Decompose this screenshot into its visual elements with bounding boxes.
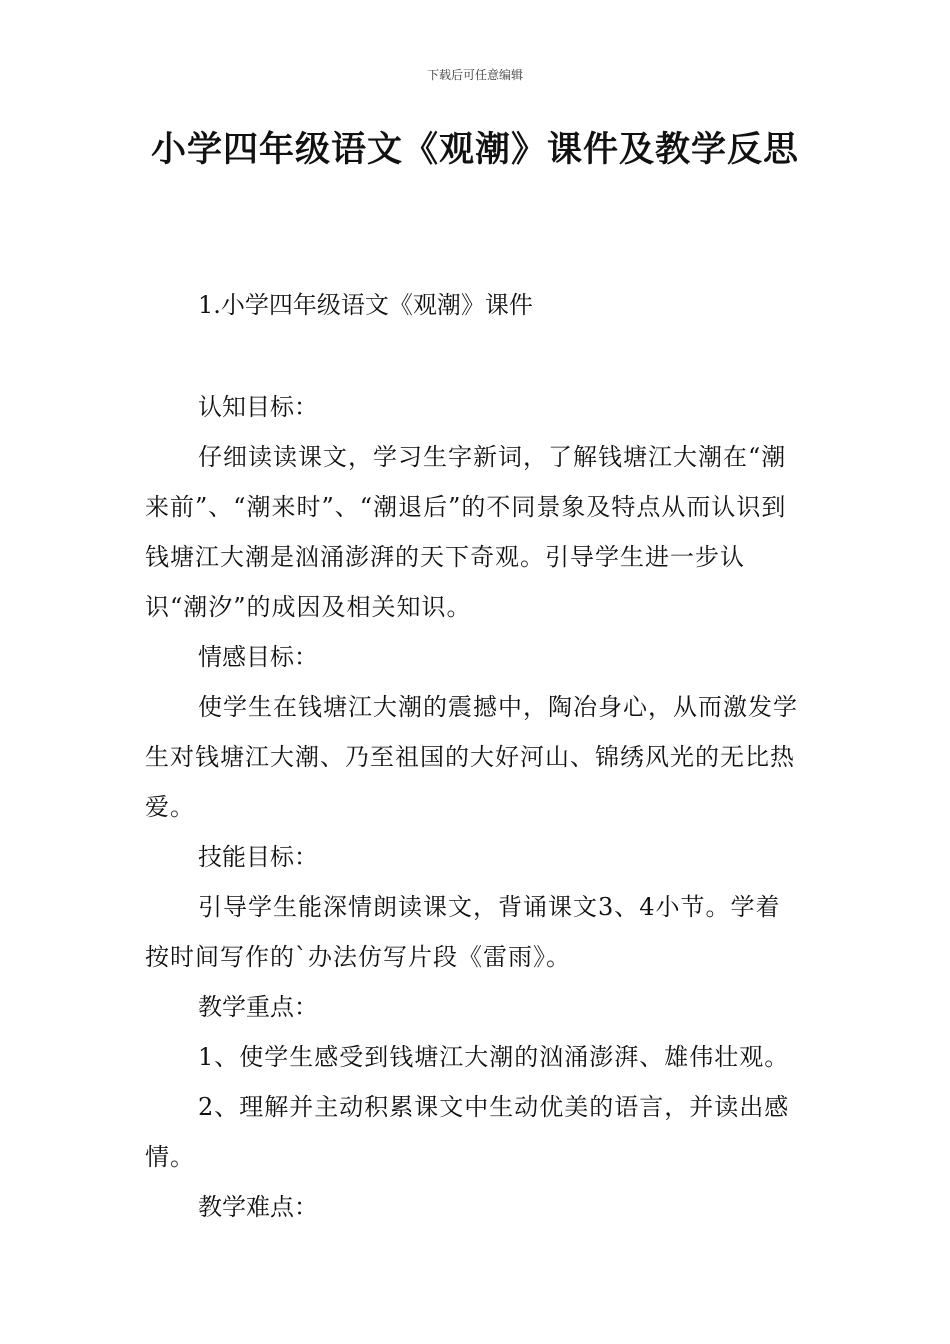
document-title: 小学四年级语文《观潮》课件及教学反思 xyxy=(150,130,799,170)
heading-cognitive-goal: 认知目标： xyxy=(198,393,318,421)
paragraph-emotional-goal: 使学生在钱塘江大潮的震撼中，陶冶身心，从而激发学生对钱塘江大潮、乃至祖国的大好河山、锦绣风光的无比热爱。 xyxy=(145,693,798,821)
paragraph-cognitive-goal: 仔细读读课文，学习生字新词，了解钱塘江大潮在“潮来前”、“潮来时”、“潮退后”的不同景象及特点从而认识到钱塘江大潮是汹涌澎湃的天下奇观。引导学生进一步认识“潮汐”的成因及相关知识。 xyxy=(145,443,787,621)
paragraph-focus-1: 1、使学生感受到钱塘江大潮的汹涌澎湃、雄伟壮观。 xyxy=(198,1043,790,1071)
header-note: 下载后可任意编辑 xyxy=(426,68,523,82)
paragraph-focus-2: 2、理解并主动积累课文中生动优美的语言，并读出感情。 xyxy=(145,1093,790,1171)
heading-emotional-goal: 情感目标： xyxy=(198,643,318,671)
heading-teaching-focus: 教学重点： xyxy=(198,993,318,1021)
heading-skill-goal: 技能目标： xyxy=(198,843,318,871)
paragraph-skill-goal: 引导学生能深情朗读课文，背诵课文3、4小节。学着按时间写作的`办法仿写片段《雷雨》。 xyxy=(145,893,781,971)
spacer xyxy=(145,330,805,382)
heading-teaching-difficulty: 教学难点： xyxy=(198,1193,318,1221)
section-heading: 1.小学四年级语文《观潮》课件 xyxy=(198,291,533,319)
document-body xyxy=(145,280,805,1232)
